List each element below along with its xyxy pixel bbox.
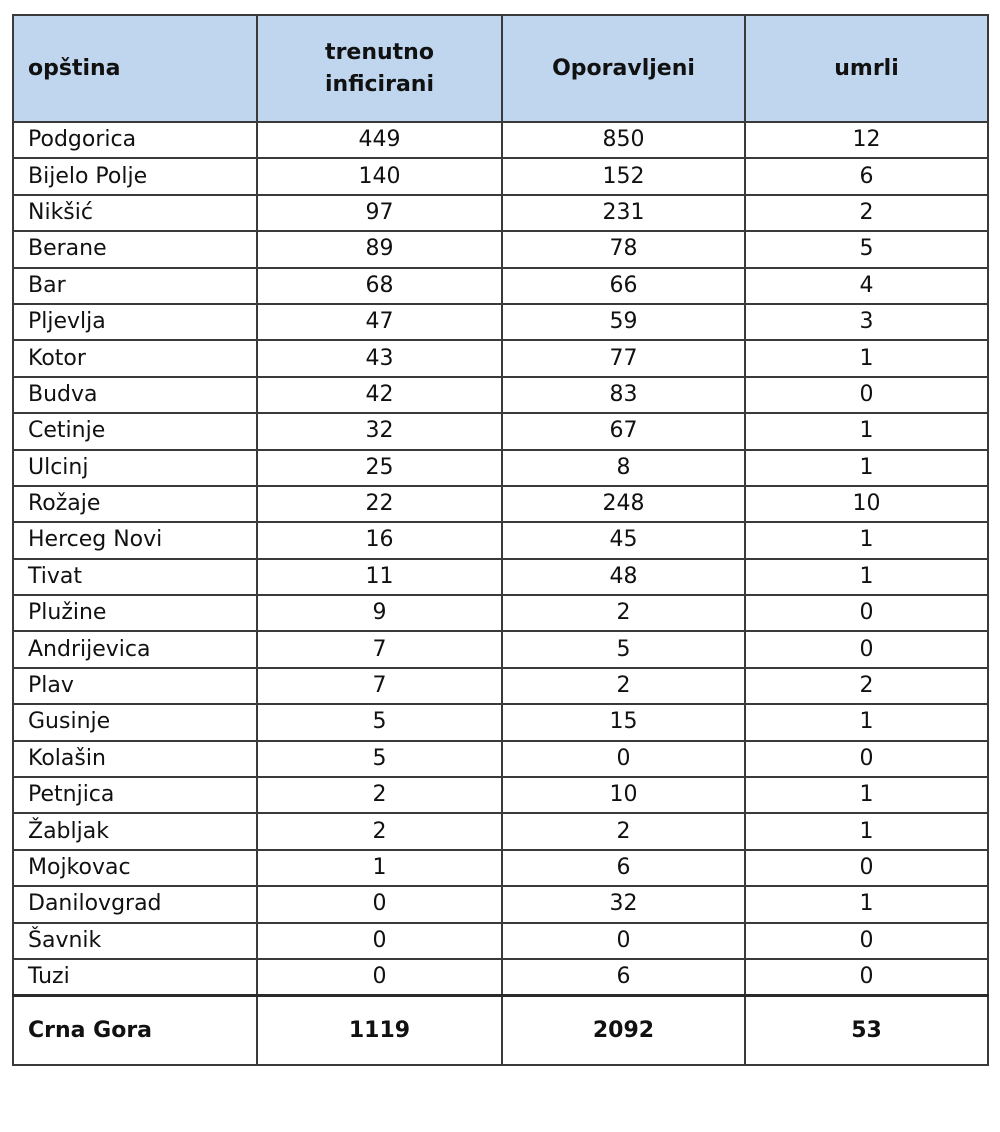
recovered-cell: 32 (502, 886, 745, 922)
recovered-cell: 0 (502, 741, 745, 777)
header-deceased: umrli (745, 15, 988, 122)
municipality-cell: Bar (13, 268, 257, 304)
table-row (13, 450, 988, 486)
deceased-cell: 1 (745, 450, 988, 486)
municipality-cell: Berane (13, 231, 257, 267)
recovered-cell: 850 (502, 122, 745, 158)
recovered-cell: 2 (502, 595, 745, 631)
municipality-cell: Tivat (13, 559, 257, 595)
municipality-cell: Gusinje (13, 704, 257, 740)
infected-cell: 22 (257, 486, 502, 522)
table-row (13, 886, 988, 922)
table-footer (13, 996, 988, 1066)
infected-cell: 0 (257, 886, 502, 922)
municipality-cell: Ulcinj (13, 450, 257, 486)
municipality-cell: Plužine (13, 595, 257, 631)
municipality-cell: Mojkovac (13, 850, 257, 886)
infected-cell: 449 (257, 122, 502, 158)
municipality-cell: Herceg Novi (13, 522, 257, 558)
municipality-cell: Tuzi (13, 959, 257, 996)
infected-cell: 9 (257, 595, 502, 631)
table-row (13, 195, 988, 231)
table-row (13, 777, 988, 813)
deceased-cell: 1 (745, 340, 988, 376)
recovered-cell: 5 (502, 631, 745, 667)
infected-cell: 0 (257, 959, 502, 996)
recovered-cell: 66 (502, 268, 745, 304)
total-infected: 1119 (257, 996, 502, 1066)
municipality-cell: Plav (13, 668, 257, 704)
table-row (13, 268, 988, 304)
header-infected (257, 15, 502, 122)
municipality-cell: Kolašin (13, 741, 257, 777)
municipality-cell: Cetinje (13, 413, 257, 449)
recovered-cell: 8 (502, 450, 745, 486)
table-row (13, 231, 988, 267)
infected-cell: 7 (257, 631, 502, 667)
recovered-cell: 15 (502, 704, 745, 740)
table-row (13, 158, 988, 194)
deceased-cell: 1 (745, 777, 988, 813)
recovered-cell: 78 (502, 231, 745, 267)
infected-cell: 89 (257, 231, 502, 267)
table-row (13, 559, 988, 595)
municipality-cell: Žabljak (13, 813, 257, 849)
table-row (13, 595, 988, 631)
infected-cell: 2 (257, 813, 502, 849)
table-row (13, 340, 988, 376)
infected-cell: 97 (257, 195, 502, 231)
infected-cell: 2 (257, 777, 502, 813)
table-row (13, 631, 988, 667)
infected-cell: 47 (257, 304, 502, 340)
infected-cell: 43 (257, 340, 502, 376)
deceased-cell: 1 (745, 704, 988, 740)
deceased-cell: 10 (745, 486, 988, 522)
deceased-cell: 0 (745, 631, 988, 667)
municipality-cell: Rožaje (13, 486, 257, 522)
infected-cell: 140 (257, 158, 502, 194)
deceased-cell: 5 (745, 231, 988, 267)
total-deceased: 53 (745, 996, 988, 1066)
deceased-cell: 6 (745, 158, 988, 194)
recovered-cell: 6 (502, 850, 745, 886)
infected-cell: 0 (257, 923, 502, 959)
deceased-cell: 3 (745, 304, 988, 340)
deceased-cell: 0 (745, 923, 988, 959)
infected-cell: 25 (257, 450, 502, 486)
recovered-cell: 10 (502, 777, 745, 813)
infected-cell: 1 (257, 850, 502, 886)
recovered-cell: 6 (502, 959, 745, 996)
deceased-cell: 1 (745, 813, 988, 849)
municipality-cell: Bijelo Polje (13, 158, 257, 194)
header-recovered: Oporavljeni (502, 15, 745, 122)
table-row (13, 377, 988, 413)
table-row (13, 813, 988, 849)
recovered-cell: 59 (502, 304, 745, 340)
header-row (13, 15, 988, 122)
municipality-cell: Petnjica (13, 777, 257, 813)
table-header (13, 15, 988, 122)
infected-cell: 42 (257, 377, 502, 413)
infected-cell: 16 (257, 522, 502, 558)
table-row (13, 522, 988, 558)
deceased-cell: 0 (745, 741, 988, 777)
infected-cell: 5 (257, 704, 502, 740)
municipality-cell: Nikšić (13, 195, 257, 231)
recovered-cell: 45 (502, 522, 745, 558)
deceased-cell: 1 (745, 522, 988, 558)
recovered-cell: 48 (502, 559, 745, 595)
municipality-cell: Pljevlja (13, 304, 257, 340)
deceased-cell: 0 (745, 959, 988, 996)
deceased-cell: 1 (745, 413, 988, 449)
table-row (13, 122, 988, 158)
recovered-cell: 152 (502, 158, 745, 194)
covid-stats-table-container (12, 14, 989, 1066)
infected-cell: 11 (257, 559, 502, 595)
deceased-cell: 2 (745, 668, 988, 704)
municipality-cell: Budva (13, 377, 257, 413)
table-row (13, 486, 988, 522)
total-row (13, 996, 988, 1066)
table-row (13, 704, 988, 740)
table-row (13, 413, 988, 449)
recovered-cell: 2 (502, 668, 745, 704)
header-infected-line2: inficirani (325, 71, 434, 97)
infected-cell: 7 (257, 668, 502, 704)
deceased-cell: 2 (745, 195, 988, 231)
infected-cell: 5 (257, 741, 502, 777)
deceased-cell: 0 (745, 850, 988, 886)
header-municipality: opština (13, 15, 257, 122)
header-infected-line1: trenutno (325, 39, 434, 65)
recovered-cell: 67 (502, 413, 745, 449)
table-row (13, 668, 988, 704)
deceased-cell: 12 (745, 122, 988, 158)
table-row (13, 959, 988, 996)
table-row (13, 923, 988, 959)
municipality-cell: Kotor (13, 340, 257, 376)
recovered-cell: 77 (502, 340, 745, 376)
recovered-cell: 0 (502, 923, 745, 959)
deceased-cell: 1 (745, 886, 988, 922)
deceased-cell: 4 (745, 268, 988, 304)
municipality-cell: Podgorica (13, 122, 257, 158)
table-row (13, 304, 988, 340)
municipality-cell: Andrijevica (13, 631, 257, 667)
recovered-cell: 231 (502, 195, 745, 231)
municipality-cell: Danilovgrad (13, 886, 257, 922)
deceased-cell: 0 (745, 595, 988, 631)
table-row (13, 741, 988, 777)
infected-cell: 68 (257, 268, 502, 304)
municipality-cell: Šavnik (13, 923, 257, 959)
infected-cell: 32 (257, 413, 502, 449)
deceased-cell: 0 (745, 377, 988, 413)
covid-stats-table (12, 14, 989, 1066)
recovered-cell: 2 (502, 813, 745, 849)
recovered-cell: 248 (502, 486, 745, 522)
deceased-cell: 1 (745, 559, 988, 595)
table-body (13, 122, 988, 996)
total-recovered: 2092 (502, 996, 745, 1066)
total-name: Crna Gora (13, 996, 257, 1066)
recovered-cell: 83 (502, 377, 745, 413)
table-row (13, 850, 988, 886)
